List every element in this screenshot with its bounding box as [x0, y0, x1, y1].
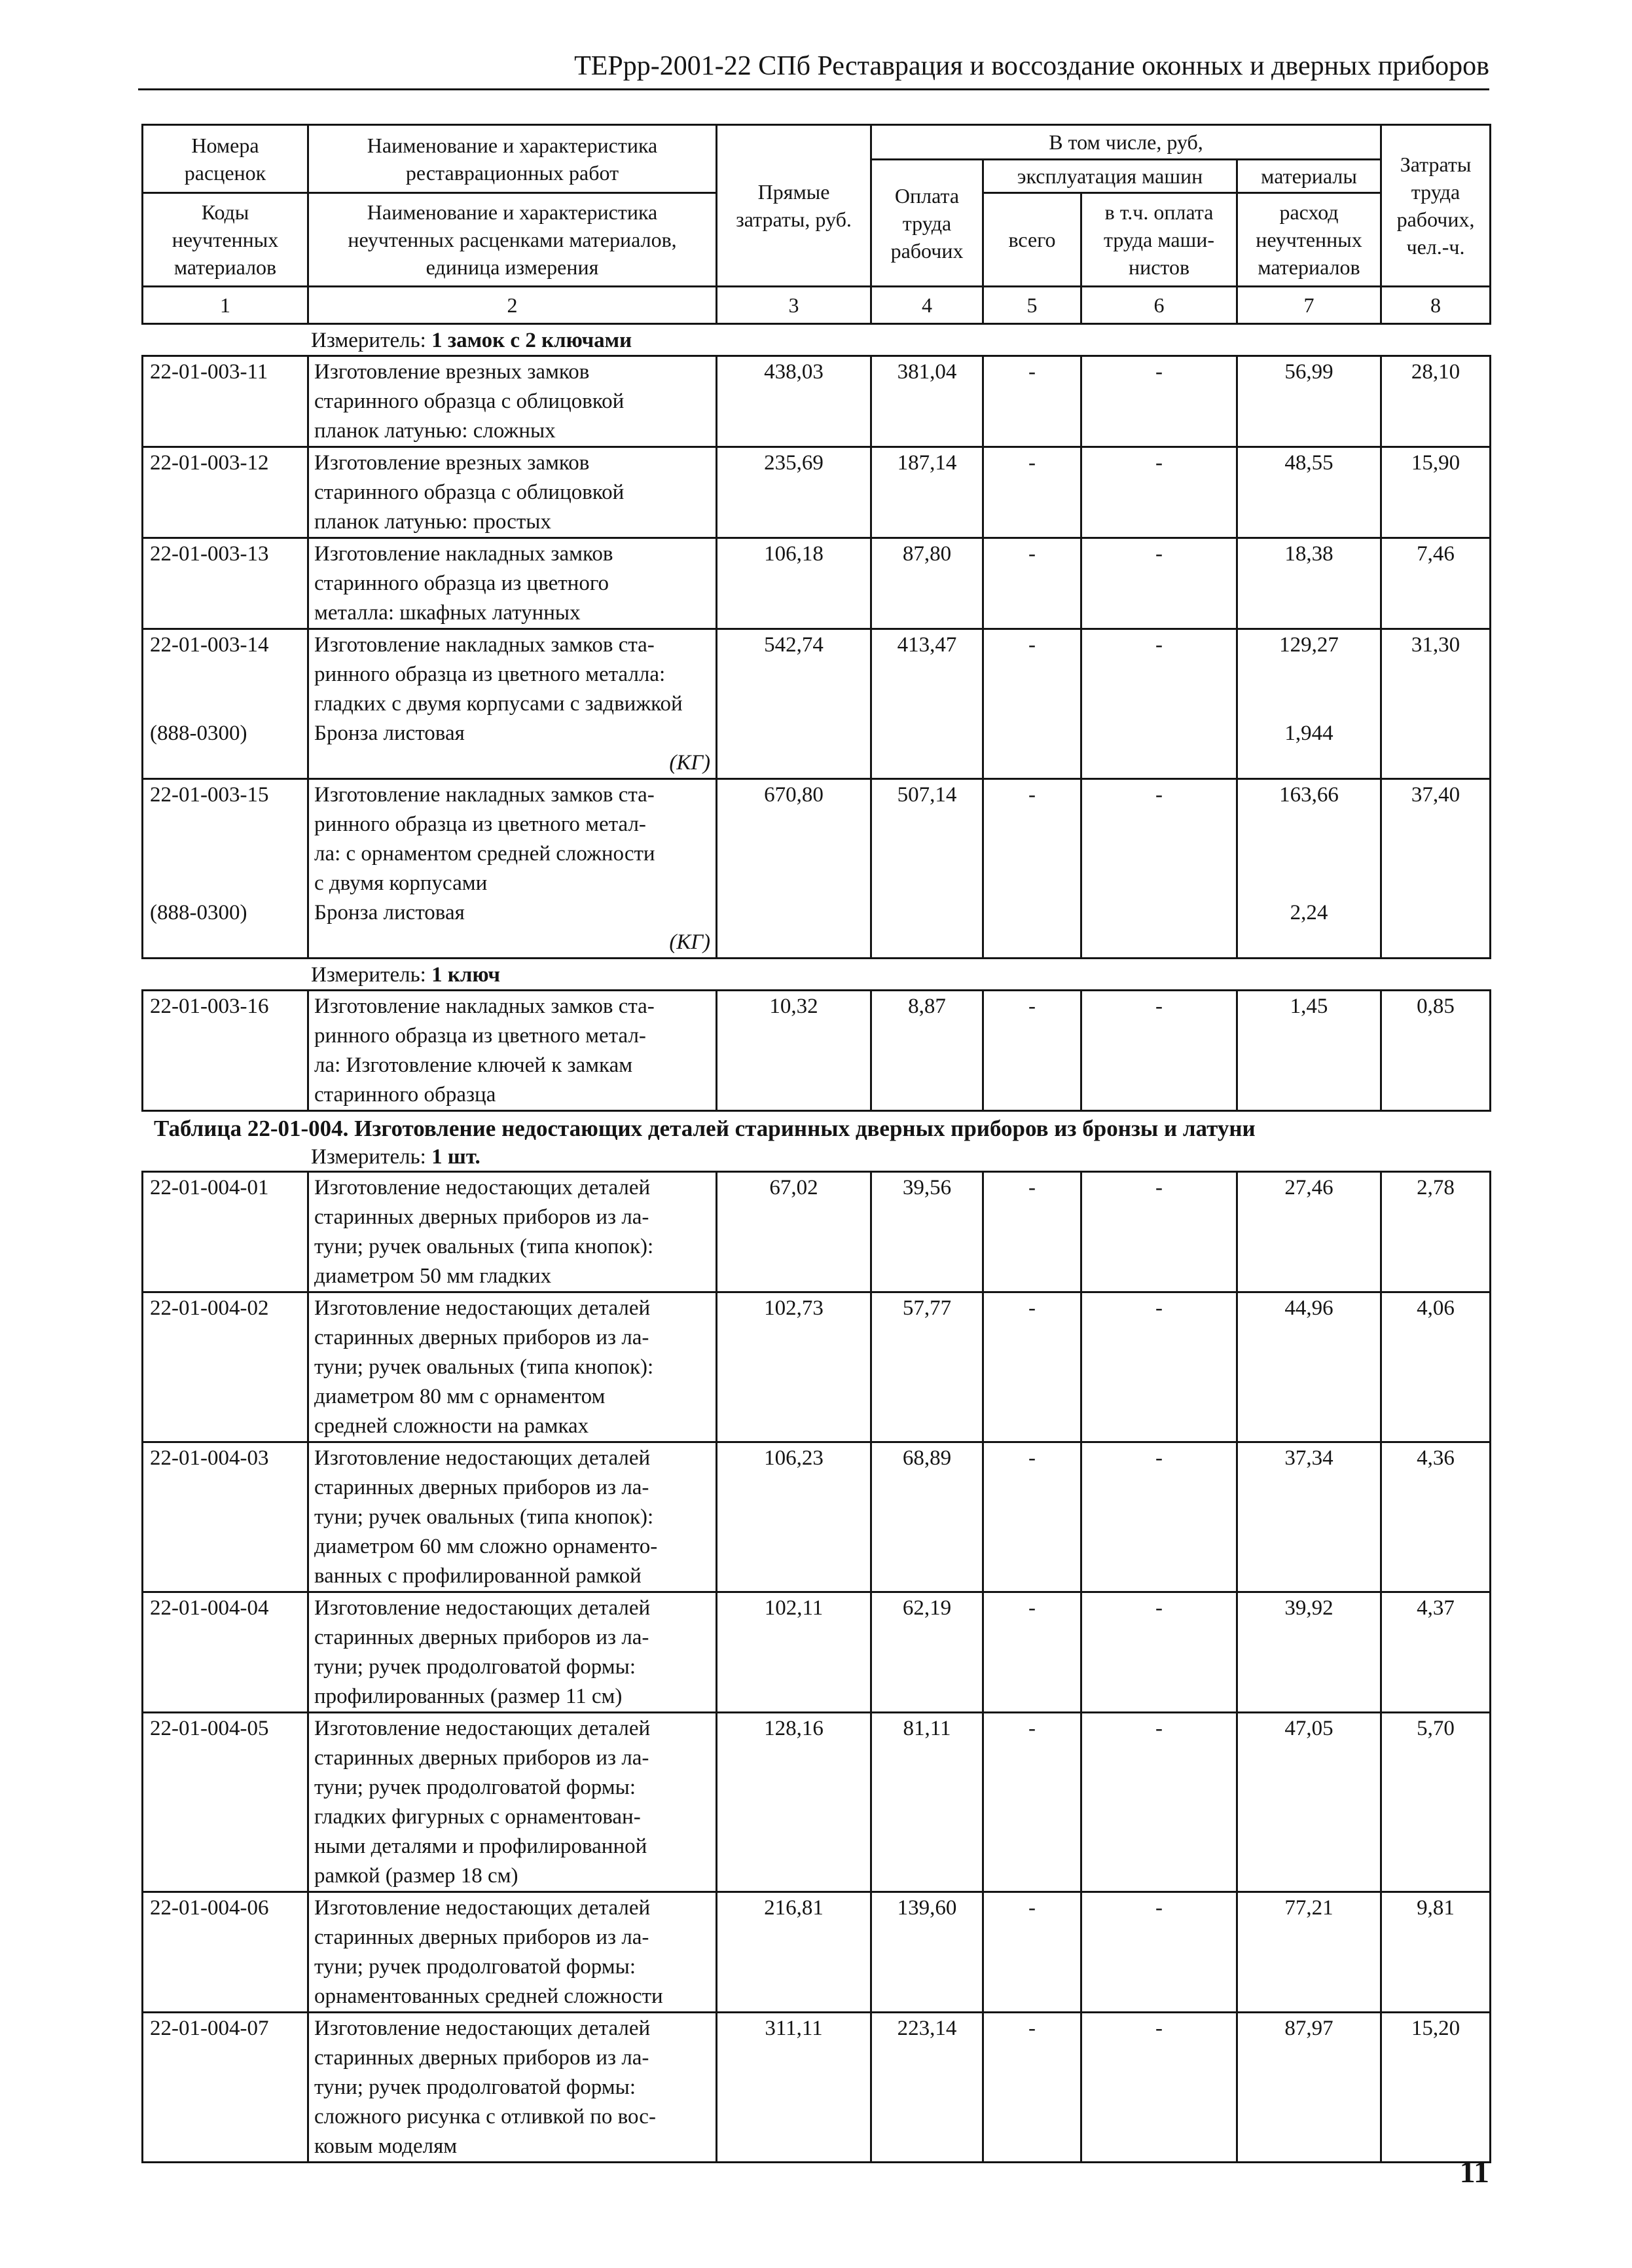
labor-pay-value: 381,04 [897, 360, 957, 384]
labor-hours-value-cell [1381, 447, 1491, 538]
materials-cost-value: 1,45 [1290, 995, 1328, 1018]
direct-costs-value: 216,81 [764, 1896, 824, 1920]
header-rule [138, 88, 1489, 90]
rate-code-cell [143, 1713, 308, 1892]
labor-pay-value-cell [871, 538, 983, 629]
machine-operation-total-cell [983, 991, 1081, 1111]
page-number: 11 [1459, 2155, 1489, 2189]
machine-operation-total: - [1028, 1596, 1036, 1620]
work-description: Изготовление недостающих деталей старинных дверных приборов из ла- туни; ручек продолговатой формы: сложного рисунка с отливкой по вос- ковым моделям [314, 2017, 656, 2158]
rate-row [143, 779, 1491, 959]
labor-hours-value-cell [1381, 629, 1491, 779]
rate-code-cell [143, 447, 308, 538]
header-rate-numbers: Номера расценок [143, 125, 308, 193]
labor-hours-value: 37,40 [1411, 783, 1460, 807]
direct-costs-value-cell [717, 447, 871, 538]
labor-hours-value: 31,30 [1411, 633, 1460, 657]
machine-operation-total: - [1028, 1896, 1036, 1920]
machine-operation-total-cell [983, 1592, 1081, 1713]
materials-cost-value-cell [1237, 1592, 1381, 1713]
machine-operation-total: - [1028, 360, 1036, 384]
labor-pay-value: 81,11 [903, 1717, 951, 1740]
running-header: ТЕРрр-2001-22 СПб Реставрация и воссоздание оконных и дверных приборов [574, 51, 1489, 81]
work-description-cell [308, 356, 717, 447]
table-title: Таблица 22-01-004. Изготовление недостающих деталей старинных дверных приборов из бронзы и латуни [154, 1116, 1256, 1141]
labor-pay-value-cell [871, 1592, 983, 1713]
column-number: 8 [1381, 287, 1491, 324]
header-material-codes: Коды неучтенных материалов [143, 193, 308, 287]
machine-operation-total-cell [983, 629, 1081, 779]
rate-code-cell [143, 356, 308, 447]
work-description-cell [308, 1713, 717, 1892]
rate-code: 22-01-003-11 [150, 360, 268, 384]
rates-table-segment [141, 989, 1491, 1112]
labor-hours-value: 28,10 [1411, 360, 1460, 384]
materials-cost-value: 18,38 [1284, 542, 1333, 566]
labor-pay-value: 413,47 [897, 633, 957, 657]
direct-costs-value: 670,80 [764, 783, 824, 807]
materials-cost-value: 56,99 [1284, 360, 1333, 384]
labor-pay-value-cell [871, 1172, 983, 1292]
rate-row [143, 447, 1491, 538]
machine-operation-total: - [1028, 995, 1036, 1018]
materials-cost-value: 47,05 [1284, 1717, 1333, 1740]
material-code: (888-0300) [150, 722, 247, 745]
labor-pay-value: 87,80 [902, 542, 952, 566]
column-number: 2 [308, 287, 717, 324]
machine-operator-pay-cell [1081, 447, 1237, 538]
labor-hours-value-cell [1381, 356, 1491, 447]
direct-costs-value-cell [717, 1442, 871, 1592]
direct-costs-value-cell [717, 1713, 871, 1892]
rates-content [141, 124, 1489, 2163]
rate-code: 22-01-004-02 [150, 1296, 269, 1320]
machine-operation-total-cell [983, 1713, 1081, 1892]
materials-cost-value: 37,34 [1284, 1446, 1333, 1470]
measure-unit-line [141, 959, 1489, 989]
machine-operation-total-cell [983, 447, 1081, 538]
rate-code: 22-01-004-01 [150, 1176, 269, 1199]
labor-pay-value: 62,19 [902, 1596, 952, 1620]
labor-pay-value: 68,89 [902, 1446, 952, 1470]
materials-cost-value-cell [1237, 991, 1381, 1111]
materials-cost-value: 39,92 [1284, 1596, 1333, 1620]
work-description: Изготовление недостающих деталей старинных дверных приборов из ла- туни; ручек продолговатой формы: гладких фигурных с орнаментован- ными деталями и профилированной рамкой (размер 18 см) [314, 1717, 651, 1888]
measure-unit-line [141, 1144, 1489, 1171]
rate-row [143, 1713, 1491, 1892]
rate-code-cell [143, 991, 308, 1111]
header-materials: материалы [1237, 160, 1381, 193]
rate-code-cell [143, 1892, 308, 2013]
rate-code-cell [143, 629, 308, 779]
labor-pay-value: 507,14 [897, 783, 957, 807]
machine-operation-total: - [1028, 542, 1036, 566]
rate-code: 22-01-003-16 [150, 995, 269, 1018]
direct-costs-value: 67,02 [769, 1176, 818, 1199]
machine-operation-total-cell [983, 779, 1081, 959]
labor-hours-value-cell [1381, 991, 1491, 1111]
materials-cost-value: 87,97 [1284, 2017, 1333, 2040]
header-including-group: В том числе, руб, [871, 125, 1381, 160]
measure-unit-value: 1 замок с 2 ключами [431, 329, 632, 352]
rate-row [143, 1592, 1491, 1713]
measure-unit-value: 1 ключ [431, 963, 500, 987]
column-number: 6 [1081, 287, 1237, 324]
labor-hours-value: 15,90 [1411, 451, 1460, 475]
work-description: Изготовление накладных замков старинного образца из цветного металла: шкафных латунных [314, 542, 613, 625]
machine-operator-pay: - [1155, 1446, 1163, 1470]
labor-pay-value-cell [871, 356, 983, 447]
machine-operation-total-cell [983, 1442, 1081, 1592]
direct-costs-value: 10,32 [769, 995, 818, 1018]
labor-pay-value-cell [871, 2013, 983, 2163]
machine-operator-pay: - [1155, 1296, 1163, 1320]
rate-row [143, 991, 1491, 1111]
materials-cost-value: 27,46 [1284, 1176, 1333, 1199]
machine-operator-pay-cell [1081, 538, 1237, 629]
machine-operator-pay-cell [1081, 1292, 1237, 1442]
materials-cost-value-cell [1237, 779, 1381, 959]
work-description: Изготовление врезных замков старинного образца с облицовкой планок латунью: сложных [314, 360, 625, 443]
machine-operator-pay: - [1155, 451, 1163, 475]
rate-row [143, 356, 1491, 447]
column-number: 7 [1237, 287, 1381, 324]
machine-operator-pay-cell [1081, 779, 1237, 959]
rates-table-segment [141, 1171, 1491, 2163]
materials-cost-value: 48,55 [1284, 451, 1333, 475]
direct-costs-value: 106,18 [764, 542, 824, 566]
measure-unit-label: Измеритель: [311, 329, 426, 352]
machine-operator-pay: - [1155, 995, 1163, 1018]
machine-operation-total-cell [983, 1172, 1081, 1292]
direct-costs-value-cell [717, 1172, 871, 1292]
machine-operator-pay-cell [1081, 1172, 1237, 1292]
header-labor-hours: Затраты труда рабочих, чел.-ч. [1381, 125, 1491, 287]
column-number: 4 [871, 287, 983, 324]
rate-code-cell [143, 2013, 308, 2163]
rate-code-cell [143, 1172, 308, 1292]
materials-cost-value: 129,27 [1279, 633, 1339, 657]
work-description-cell [308, 629, 717, 779]
labor-pay-value-cell [871, 1713, 983, 1892]
measure-unit-line [141, 325, 1489, 355]
machine-operator-pay-cell [1081, 1892, 1237, 2013]
header-machines-total: всего [983, 193, 1081, 287]
machine-operator-pay-cell [1081, 356, 1237, 447]
machine-operator-pay: - [1155, 1596, 1163, 1620]
labor-pay-value: 223,14 [897, 2017, 957, 2040]
machine-operation-total: - [1028, 1717, 1036, 1740]
rate-row [143, 1172, 1491, 1292]
materials-cost-value: 163,66 [1279, 783, 1339, 807]
table-column-header [141, 124, 1491, 325]
rate-code: 22-01-004-07 [150, 2017, 269, 2040]
labor-hours-value-cell [1381, 1892, 1491, 2013]
labor-hours-value-cell [1381, 779, 1491, 959]
machine-operation-total-cell [983, 356, 1081, 447]
rate-code-cell [143, 779, 308, 959]
column-number: 5 [983, 287, 1081, 324]
materials-cost-value: 77,21 [1284, 1896, 1333, 1920]
direct-costs-value-cell [717, 356, 871, 447]
direct-costs-value: 235,69 [764, 451, 824, 475]
materials-cost-value-cell [1237, 1892, 1381, 2013]
labor-hours-value: 2,78 [1417, 1176, 1455, 1199]
direct-costs-value: 102,11 [764, 1596, 824, 1620]
header-labor-pay: Оплата труда рабочих [871, 160, 983, 287]
rate-code-cell [143, 1292, 308, 1442]
machine-operator-pay-cell [1081, 629, 1237, 779]
header-operator-pay: в т.ч. оплата труда маши- нистов [1081, 193, 1237, 287]
header-machine-operation: эксплуатация машин [983, 160, 1237, 193]
materials-cost-value-cell [1237, 1292, 1381, 1442]
work-description: Изготовление недостающих деталей старинных дверных приборов из ла- туни; ручек овальных (типа кнопок): диаметром 80 мм с орнаментом средней сложности на рамках [314, 1296, 654, 1438]
machine-operator-pay: - [1155, 2017, 1163, 2040]
direct-costs-value: 438,03 [764, 360, 824, 384]
machine-operator-pay-cell [1081, 1713, 1237, 1892]
labor-hours-value-cell [1381, 2013, 1491, 2163]
labor-hours-value-cell [1381, 1713, 1491, 1892]
labor-hours-value: 4,37 [1417, 1596, 1455, 1620]
machine-operator-pay: - [1155, 360, 1163, 384]
materials-cost-value-cell [1237, 1172, 1381, 1292]
work-description-cell [308, 1892, 717, 2013]
machine-operation-total: - [1028, 451, 1036, 475]
direct-costs-value-cell [717, 1892, 871, 2013]
header-material-name: Наименование и характеристика неучтенных расценками материалов, единица измерения [308, 193, 717, 287]
labor-hours-value: 0,85 [1417, 995, 1455, 1018]
materials-cost-value-cell [1237, 538, 1381, 629]
rate-row [143, 1442, 1491, 1592]
work-description: Изготовление накладных замков ста- ринного образца из цветного метал- ла: Изготовление ключей к замкам старинного образца [314, 995, 655, 1107]
labor-hours-value-cell [1381, 1292, 1491, 1442]
direct-costs-value: 542,74 [764, 633, 824, 657]
labor-hours-value: 15,20 [1411, 2017, 1460, 2040]
material-consumption: 1,944 [1284, 722, 1333, 745]
material-unit: (КГ) [669, 751, 710, 775]
rate-code: 22-01-003-15 [150, 783, 269, 807]
rate-row [143, 538, 1491, 629]
labor-pay-value: 8,87 [908, 995, 946, 1018]
rate-code-cell [143, 1592, 308, 1713]
material-name: Бронза листовая [314, 901, 465, 924]
direct-costs-value-cell [717, 779, 871, 959]
work-description-cell [308, 2013, 717, 2163]
machine-operation-total-cell [983, 1892, 1081, 2013]
work-description: Изготовление недостающих деталей старинных дверных приборов из ла- туни; ручек овальных (типа кнопок): диаметром 60 мм сложно орнаменто- ванных с профилированной рамкой [314, 1446, 658, 1588]
labor-pay-value: 39,56 [902, 1176, 952, 1199]
machine-operation-total: - [1028, 633, 1036, 657]
machine-operator-pay: - [1155, 783, 1163, 807]
work-description: Изготовление недостающих деталей старинных дверных приборов из ла- туни; ручек продолговатой формы: орнаментованных средней сложности [314, 1896, 663, 2008]
work-description-cell [308, 447, 717, 538]
work-description-cell [308, 991, 717, 1111]
direct-costs-value: 311,11 [765, 2017, 823, 2040]
machine-operation-total: - [1028, 2017, 1036, 2040]
material-unit: (КГ) [669, 930, 710, 954]
materials-cost-value-cell [1237, 1442, 1381, 1592]
labor-hours-value-cell [1381, 1592, 1491, 1713]
rate-row [143, 1892, 1491, 2013]
machine-operator-pay-cell [1081, 2013, 1237, 2163]
labor-pay-value: 57,77 [902, 1296, 952, 1320]
direct-costs-value-cell [717, 2013, 871, 2163]
labor-hours-value: 7,46 [1417, 542, 1455, 566]
machine-operation-total: - [1028, 1176, 1036, 1199]
machine-operation-total-cell [983, 538, 1081, 629]
rate-code: 22-01-003-13 [150, 542, 269, 566]
direct-costs-value-cell [717, 1292, 871, 1442]
direct-costs-value: 128,16 [764, 1717, 824, 1740]
materials-cost-value-cell [1237, 447, 1381, 538]
measure-unit-label: Измеритель: [311, 1145, 426, 1169]
machine-operator-pay: - [1155, 1717, 1163, 1740]
labor-pay-value-cell [871, 1442, 983, 1592]
rate-code: 22-01-003-12 [150, 451, 269, 475]
materials-cost-value-cell [1237, 1713, 1381, 1892]
machine-operator-pay-cell [1081, 1442, 1237, 1592]
work-description: Изготовление недостающих деталей старинных дверных приборов из ла- туни; ручек овальных (типа кнопок): диаметром 50 мм гладких [314, 1176, 654, 1288]
measure-unit-value: 1 шт. [431, 1145, 481, 1169]
machine-operation-total: - [1028, 1296, 1036, 1320]
materials-cost-value-cell [1237, 629, 1381, 779]
work-description-cell [308, 1592, 717, 1713]
labor-hours-value-cell [1381, 1172, 1491, 1292]
work-description-cell [308, 538, 717, 629]
machine-operator-pay: - [1155, 542, 1163, 566]
direct-costs-value-cell [717, 1592, 871, 1713]
labor-pay-value: 139,60 [897, 1896, 957, 1920]
labor-pay-value-cell [871, 629, 983, 779]
work-description-cell [308, 1292, 717, 1442]
rate-code: 22-01-003-14 [150, 633, 269, 657]
direct-costs-value-cell [717, 991, 871, 1111]
rate-row [143, 1292, 1491, 1442]
material-name: Бронза листовая [314, 722, 465, 745]
direct-costs-value: 106,23 [764, 1446, 824, 1470]
labor-pay-value-cell [871, 1292, 983, 1442]
work-description: Изготовление недостающих деталей старинных дверных приборов из ла- туни; ручек продолговатой формы: профилированных (размер 11 см) [314, 1596, 651, 1708]
direct-costs-value-cell [717, 629, 871, 779]
machine-operation-total-cell [983, 2013, 1081, 2163]
material-code: (888-0300) [150, 901, 247, 924]
labor-hours-value: 9,81 [1417, 1896, 1455, 1920]
header-direct-costs: Прямые затраты, руб. [717, 125, 871, 287]
header-work-name: Наименование и характеристика реставрационных работ [308, 125, 717, 193]
materials-cost-value-cell [1237, 2013, 1381, 2163]
materials-cost-value: 44,96 [1284, 1296, 1333, 1320]
work-description: Изготовление накладных замков ста- ринного образца из цветного метал- ла: с орнаментом средней сложности с двумя корпусами [314, 783, 655, 895]
rate-row [143, 2013, 1491, 2163]
direct-costs-value: 102,73 [764, 1296, 824, 1320]
work-description-cell [308, 1442, 717, 1592]
work-description: Изготовление накладных замков ста- ринного образца из цветного металла: гладких с двумя корпусами с задвижкой [314, 633, 683, 716]
column-number: 3 [717, 287, 871, 324]
rate-code-cell [143, 538, 308, 629]
rate-code: 22-01-004-06 [150, 1896, 269, 1920]
rate-code: 22-01-004-05 [150, 1717, 269, 1740]
rates-table-segment [141, 355, 1491, 959]
labor-hours-value-cell [1381, 1442, 1491, 1592]
work-description-cell [308, 1172, 717, 1292]
labor-pay-value-cell [871, 779, 983, 959]
labor-hours-value: 4,36 [1417, 1446, 1455, 1470]
machine-operator-pay-cell [1081, 1592, 1237, 1713]
rate-row [143, 629, 1491, 779]
machine-operation-total: - [1028, 1446, 1036, 1470]
labor-hours-value: 4,06 [1417, 1296, 1455, 1320]
rate-code-cell [143, 1442, 308, 1592]
machine-operator-pay: - [1155, 1896, 1163, 1920]
machine-operator-pay-cell [1081, 991, 1237, 1111]
machine-operator-pay: - [1155, 1176, 1163, 1199]
labor-pay-value-cell [871, 447, 983, 538]
labor-pay-value-cell [871, 991, 983, 1111]
measure-unit-label: Измеритель: [311, 963, 426, 987]
rate-code: 22-01-004-03 [150, 1446, 269, 1470]
machine-operator-pay: - [1155, 633, 1163, 657]
material-consumption: 2,24 [1290, 901, 1328, 924]
header-material-consumption: расход неучтенных материалов [1237, 193, 1381, 287]
labor-hours-value: 5,70 [1417, 1717, 1455, 1740]
rate-code: 22-01-004-04 [150, 1596, 269, 1620]
labor-hours-value-cell [1381, 538, 1491, 629]
column-number: 1 [143, 287, 308, 324]
labor-pay-value-cell [871, 1892, 983, 2013]
direct-costs-value-cell [717, 538, 871, 629]
work-description-cell [308, 779, 717, 959]
machine-operation-total: - [1028, 783, 1036, 807]
labor-pay-value: 187,14 [897, 451, 957, 475]
machine-operation-total-cell [983, 1292, 1081, 1442]
materials-cost-value-cell [1237, 356, 1381, 447]
work-description: Изготовление врезных замков старинного образца с облицовкой планок латунью: простых [314, 451, 625, 534]
